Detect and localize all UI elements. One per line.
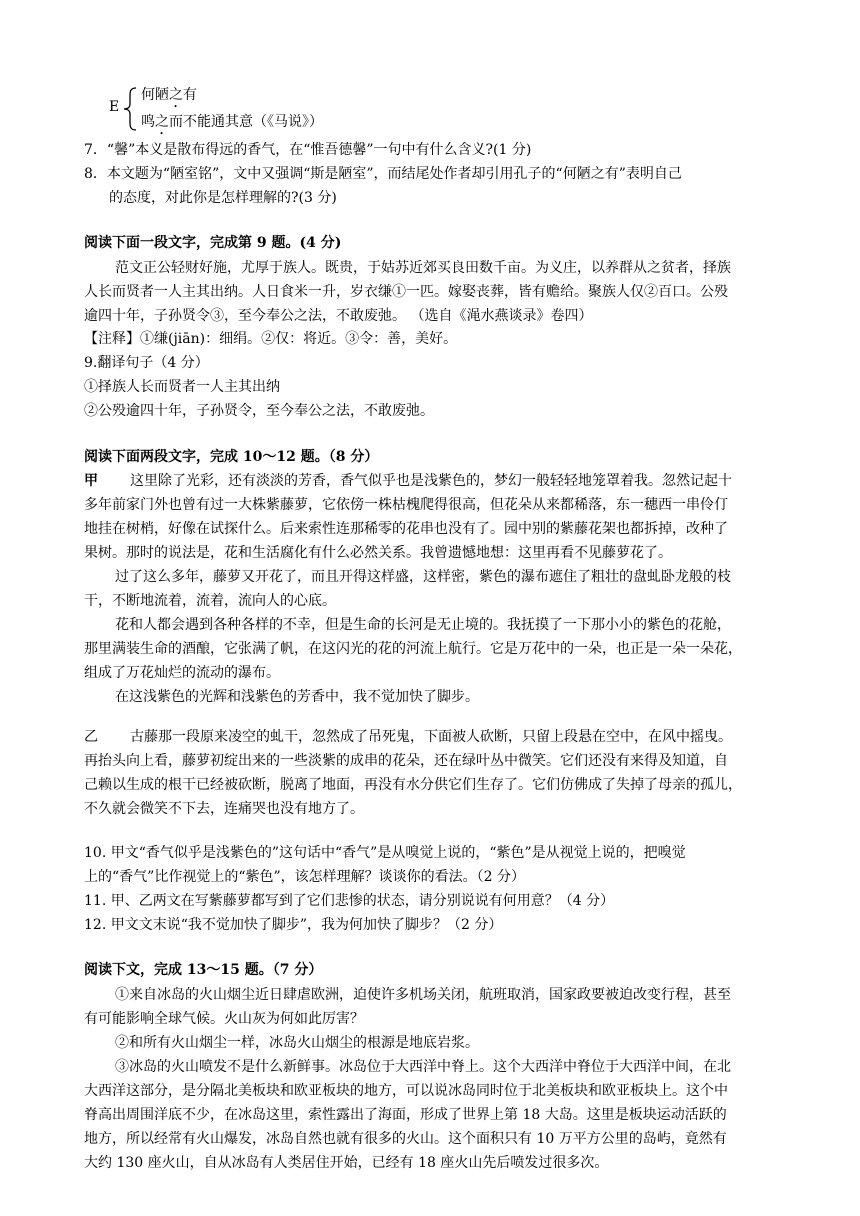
passage-yi-line: 己赖以生成的根干已经被砍断，脱离了地面，再没有水分供它们生存了。它们仿佛成了失掉了母亲的孤儿， xyxy=(84,777,742,793)
passage-line: 人长而贤者一人主其出纳。人日食米一升，岁衣缣①一匹。嫁娶丧葬，皆有赡给。聚族人仅②百口。公殁 xyxy=(84,284,728,300)
passage-yi-line: 再抬头向上看，藤萝初绽出来的一些淡紫的成串的花朵，还在绿叶丛中微笑。它们还没有来得及知道，自 xyxy=(84,753,728,769)
passage-line: 有可能影响全球气候。火山灰为何如此厉害？ xyxy=(84,1011,364,1027)
passage-line: 范文正公轻财好施，尤厚于族人。既贵，于姑苏近郊买良田数千亩。为义庄，以养群从之贫者，择族 xyxy=(115,260,731,276)
section-10-heading: 阅读下面两段文字，完成 10～12 题。（8 分） xyxy=(84,449,379,465)
passage-jia-line: 果树。那时的说法是，花和生活腐化有什么必然关系。我曾遗憾地想：这里再看不见藤萝花了。 xyxy=(84,545,672,561)
question-9: 9.翻译句子（4 分） xyxy=(84,355,209,371)
curly-brace-icon xyxy=(121,86,139,132)
passage-yi-line: 不久就会微笑不下去，连痛哭也没有地方了。 xyxy=(84,801,364,817)
question-7: 7．“馨”本义是散布得远的香气，在“惟吾德馨”一句中有什么含义?(1 分) xyxy=(84,142,532,158)
section-9-heading: 阅读下面一段文字，完成第 9 题。(4 分) xyxy=(84,235,342,251)
question-8-line-2: 的态度，对此你是怎样理解的?(3 分) xyxy=(109,190,337,206)
passage-jia-label: 甲 xyxy=(84,473,98,489)
brace-letter: E xyxy=(109,99,120,115)
passage-line: 大西洋这部分，是分隔北美板块和欧亚板块的地方，可以说冰岛同时位于北美板块和欧亚板块上。这个中 xyxy=(84,1083,728,1099)
question-10-line-2: 上的“香气”比作视觉上的“紫色”，该怎样理解？谈谈你的看法。（2 分） xyxy=(84,869,525,885)
passage-yi-line: 乙 古藤那一段原来凌空的虬干，忽然成了吊死鬼，下面被人砍断，只留上段悬在空中，在风中摇曳。 xyxy=(84,729,732,745)
question-11: 11. 甲、乙两文在写紫藤萝都写到了它们悲惨的状态，请分别说说有何用意？（4 分） xyxy=(84,893,615,909)
passage-jia-line: 地挂在树梢，好像在试探什么。后来索性连那稀零的花串也没有了。园中别的紫藤花架也都拆掉，改种了 xyxy=(84,521,728,537)
question-8-line-1: 8．本文题为“陋室铭”，文中又强调“斯是陋室”，而结尾处作者却引用孔子的“何陋之有”表明自己 xyxy=(84,166,682,182)
question-12: 12. 甲文文末说“我不觉加快了脚步”，我为何加快了脚步？（2 分） xyxy=(84,917,503,933)
passage-jia-line: 组成了万花灿烂的流动的瀑布。 xyxy=(84,665,280,681)
passage-jia-line: 那里满装生命的酒酿，它张满了帆，在这闪光的花的河流上航行。它是万花中的一朵，也正是一朵一朵花， xyxy=(84,641,742,657)
question-9-item-1: ①择族人长而贤者一人主其出纳 xyxy=(84,379,280,395)
passage-jia-line: 甲 这里除了光彩，还有淡淡的芳香，香气似乎也是浅紫色的，梦幻一般轻轻地笼罩着我。忽然记起十 xyxy=(84,473,732,489)
passage-jia-line: 多年前家门外也曾有过一大株紫藤萝，它依傍一株枯槐爬得很高，但花朵从来都稀落，东一穗西一串伶仃 xyxy=(84,497,728,513)
brace-line-1: 何陋之有 xyxy=(141,87,197,103)
passage-line: 脊高出周围洋底不少，在冰岛这里，索性露出了海面，形成了世界上第 18 大岛。这里是板块运动活跃的 xyxy=(84,1107,727,1123)
annotation-note: 【注释】①缣(jiān)：细绢。②仅：将近。③令：善，美好。 xyxy=(84,331,458,347)
passage-jia-line: 过了这么多年，藤萝又开花了，而且开得这样盛，这样密，紫色的瀑布遮住了粗壮的盘虬卧龙般的枝 xyxy=(115,569,731,585)
brace-block xyxy=(109,84,369,134)
passage-line: ①来自冰岛的火山烟尘近日肆虐欧洲，迫使许多机场关闭，航班取消，国家政要被迫改变行程，甚至 xyxy=(115,987,731,1003)
passage-line: ③冰岛的火山喷发不是什么新鲜事。冰岛位于大西洋中脊上。这个大西洋中脊位于大西洋中间，在北 xyxy=(115,1059,731,1075)
passage-jia-line: 在这浅紫色的光辉和浅紫色的芳香中，我不觉加快了脚步。 xyxy=(115,689,479,705)
section-13-heading: 阅读下文，完成 13～15 题。（7 分） xyxy=(84,962,323,978)
passage-line: 逾四十年，子孙贤令③，至今奉公之法，不敢废弛。 （选自《渑水燕谈录》卷四） xyxy=(84,308,593,324)
question-9-item-2: ②公殁逾四十年，子孙贤令，至今奉公之法，不敢废弛。 xyxy=(84,403,434,419)
question-10-line-1: 10. 甲文“香气似乎是浅紫色的”这句话中“香气”是从嗅觉上说的，“紫色”是从视觉上说的，把嗅觉 xyxy=(84,845,686,861)
passage-line: ②和所有火山烟尘一样，冰岛火山烟尘的根源是地底岩浆。 xyxy=(115,1035,479,1051)
passage-jia-line: 干，不断地流着，流着，流向人的心底。 xyxy=(84,593,336,609)
passage-jia-line: 花和人都会遇到各种各样的不幸，但是生命的长河是无止境的。我抚摸了一下那小小的紫色的花舱， xyxy=(115,617,731,633)
passage-line: 地方，所以经常有火山爆发，冰岛自然也就有很多的火山。这个面积只有 10 万平方公里的岛屿，竟然有 xyxy=(84,1131,727,1147)
passage-line: 大约 130 座火山，自从冰岛有人类居住开始，已经有 18 座火山先后喷发过很多次。 xyxy=(84,1155,609,1171)
brace-line-2: 鸣之而不能通其意（《马说》） xyxy=(141,114,323,130)
passage-yi-label: 乙 xyxy=(84,729,98,745)
